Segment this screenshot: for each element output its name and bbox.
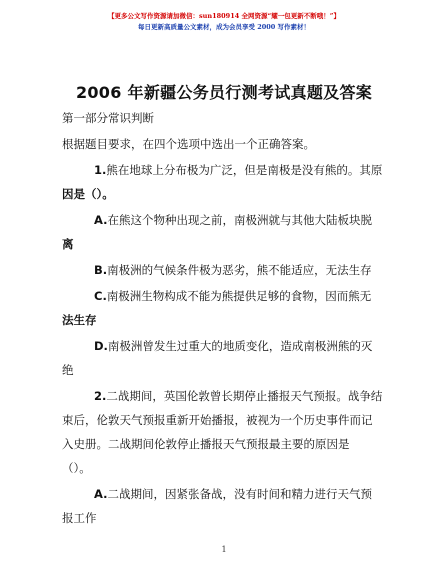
page-number: 1 (221, 545, 227, 554)
q1-option-b-text: 南极洲的气候条件极为恶劣，熊不能适应，无法生存 (107, 263, 372, 277)
q1-option-c-label: C. (94, 289, 107, 303)
q1-option-d-line1 (94, 334, 394, 358)
q1-option-d-line2: 绝 (62, 363, 74, 377)
header-banner-promo: 【更多公文写作资源请加微信：sun180914 全网资源“耀一包更新不断哦！”】 (108, 12, 340, 20)
q2-option-a-label: A. (94, 487, 108, 501)
q2-line1 (94, 384, 394, 408)
q1-option-d-text: 南极洲曾发生过重大的地质变化，造成南极洲熊的灭 (107, 339, 373, 353)
q1-line1 (94, 158, 394, 182)
header-banner-subtitle: 每日更新高质量公文素材，成为会员享受 2000 写作素材！ (137, 23, 311, 31)
q1-option-c-line2: 法生存 (62, 313, 97, 327)
q1-option-a-label: A. (94, 213, 108, 227)
q1-line2: 因是（）。 (62, 187, 114, 201)
q1-option-a-line2: 离 (62, 237, 74, 251)
q1-option-b-label: B. (94, 263, 108, 277)
q2-option-a-line2: 报工作 (62, 511, 97, 525)
q2-option-a-text: 二战期间，因紧张备战，没有时间和精力进行天气预 (107, 487, 372, 501)
q2-line4: （）。 (62, 461, 91, 475)
q1-text-1: 熊在地球上分布极为广泛，但是南极是没有熊的。其原 (106, 163, 383, 177)
q1-option-a-text: 在熊这个物种出现之前，南极洲就与其他大陆板块脱 (107, 213, 372, 227)
q1-option-d-label: D. (94, 339, 108, 353)
q1-number: 1. (94, 163, 107, 177)
instruction-text: 根据题目要求，在四个选项中选出一个正确答案。 (62, 137, 315, 151)
q2-number: 2. (94, 389, 107, 403)
q1-option-a-line1 (94, 208, 394, 232)
section-heading: 第一部分常识判断 (62, 111, 154, 125)
q2-line3: 入史册。二战期间伦敦停止播报天气预报最主要的原因是 (62, 437, 350, 451)
q2-text-1: 二战期间，英国伦敦曾长期停止播报天气预报。战争结 (106, 389, 383, 403)
q2-option-a-line1 (94, 482, 394, 506)
q1-option-c-text: 南极洲生物构成不能为熊提供足够的食物，因而熊无 (106, 289, 372, 303)
q1-option-b (94, 258, 394, 282)
q2-line2: 束后，伦敦天气预报重新开始播报，被视为一个历史事件而记 (62, 413, 373, 427)
document-title: 2006 年新疆公务员行测考试真题及答案 (75, 83, 373, 102)
q1-option-c-line1 (94, 284, 394, 308)
